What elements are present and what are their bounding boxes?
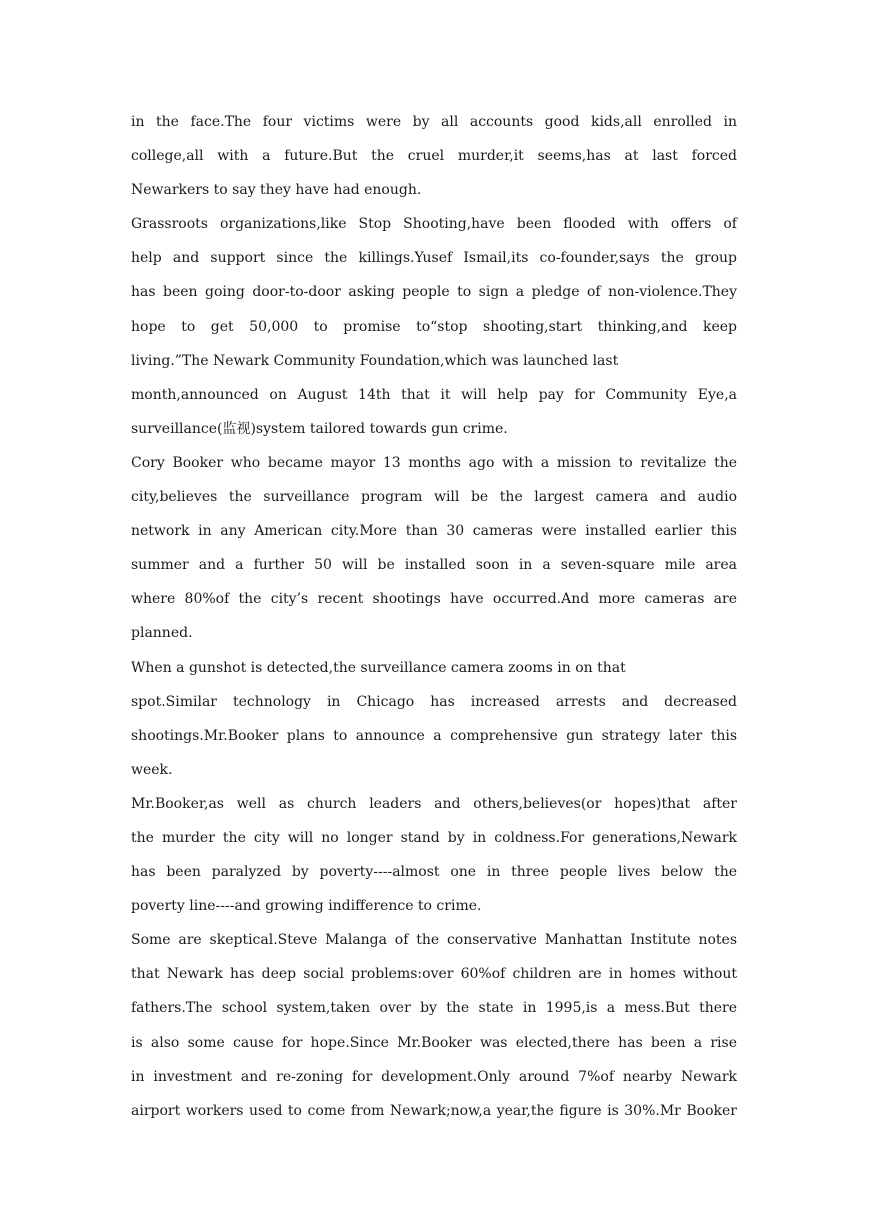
text-line: shootings.Mr.Booker plans to announce a comprehensive gun strategy later this xyxy=(131,727,737,744)
text-line: where 80%of the city’s recent shootings have occurred.And more cameras are xyxy=(131,591,737,608)
text-line: When a gunshot is detected,the surveillance camera zooms in on that xyxy=(131,659,626,676)
text-line: surveillance(监视)system tailored towards gun crime. xyxy=(131,420,508,437)
text-line: fathers.The school system,taken over by the state in 1995,is a mess.But there xyxy=(131,1000,737,1017)
text-line: network in any American city.More than 30 cameras were installed earlier this xyxy=(131,523,737,540)
text-line: city,believes the surveillance program will be the largest camera and audio xyxy=(131,489,737,506)
text-line: Mr.Booker,as well as church leaders and others,believes(or hopes)that after xyxy=(131,795,737,812)
text-line: living.”The Newark Community Foundation,which was launched last xyxy=(131,352,619,369)
text-line: summer and a further 50 will be installed soon in a seven-square mile area xyxy=(131,557,737,574)
text-line: Newarkers to say they have had enough. xyxy=(131,182,422,199)
article-body xyxy=(131,105,737,1128)
text-line: Cory Booker who became mayor 13 months ago with a mission to revitalize the xyxy=(131,454,737,471)
text-line: help and support since the killings.Yusef Ismail,its co-founder,says the group xyxy=(131,250,737,267)
text-line: that Newark has deep social problems:over 60%of children are in homes without xyxy=(131,966,737,983)
text-line: Grassroots organizations,like Stop Shooting,have been flooded with offers of xyxy=(131,216,737,233)
text-line: in the face.The four victims were by all accounts good kids,all enrolled in xyxy=(131,114,737,130)
text-line: hope to get 50,000 to promise to“stop shooting,start thinking,and keep xyxy=(131,318,737,335)
text-line: has been paralyzed by poverty----almost one in three people lives below the xyxy=(131,864,737,881)
text-line: planned. xyxy=(131,625,193,642)
text-line: college,all with a future.But the cruel murder,it seems,has at last forced xyxy=(131,148,737,165)
text-line: poverty line----and growing indifference to crime. xyxy=(131,898,482,915)
text-line: in investment and re-zoning for development.Only around 7%of nearby Newark xyxy=(131,1068,737,1085)
text-line: week. xyxy=(131,761,173,778)
text-line: is also some cause for hope.Since Mr.Booker was elected,there has been a rise xyxy=(131,1034,737,1051)
text-line: the murder the city will no longer stand by in coldness.For generations,Newark xyxy=(131,829,737,846)
text-line: spot.Similar technology in Chicago has increased arrests and decreased xyxy=(131,693,737,710)
text-line: month,announced on August 14th that it will help pay for Community Eye,a xyxy=(131,386,737,403)
text-line: Some are skeptical.Steve Malanga of the conservative Manhattan Institute notes xyxy=(131,932,737,949)
text-line: airport workers used to come from Newark;now,a year,the figure is 30%.Mr Booker xyxy=(131,1102,737,1119)
text-line: has been going door-to-door asking people to sign a pledge of non-violence.They xyxy=(131,284,737,301)
